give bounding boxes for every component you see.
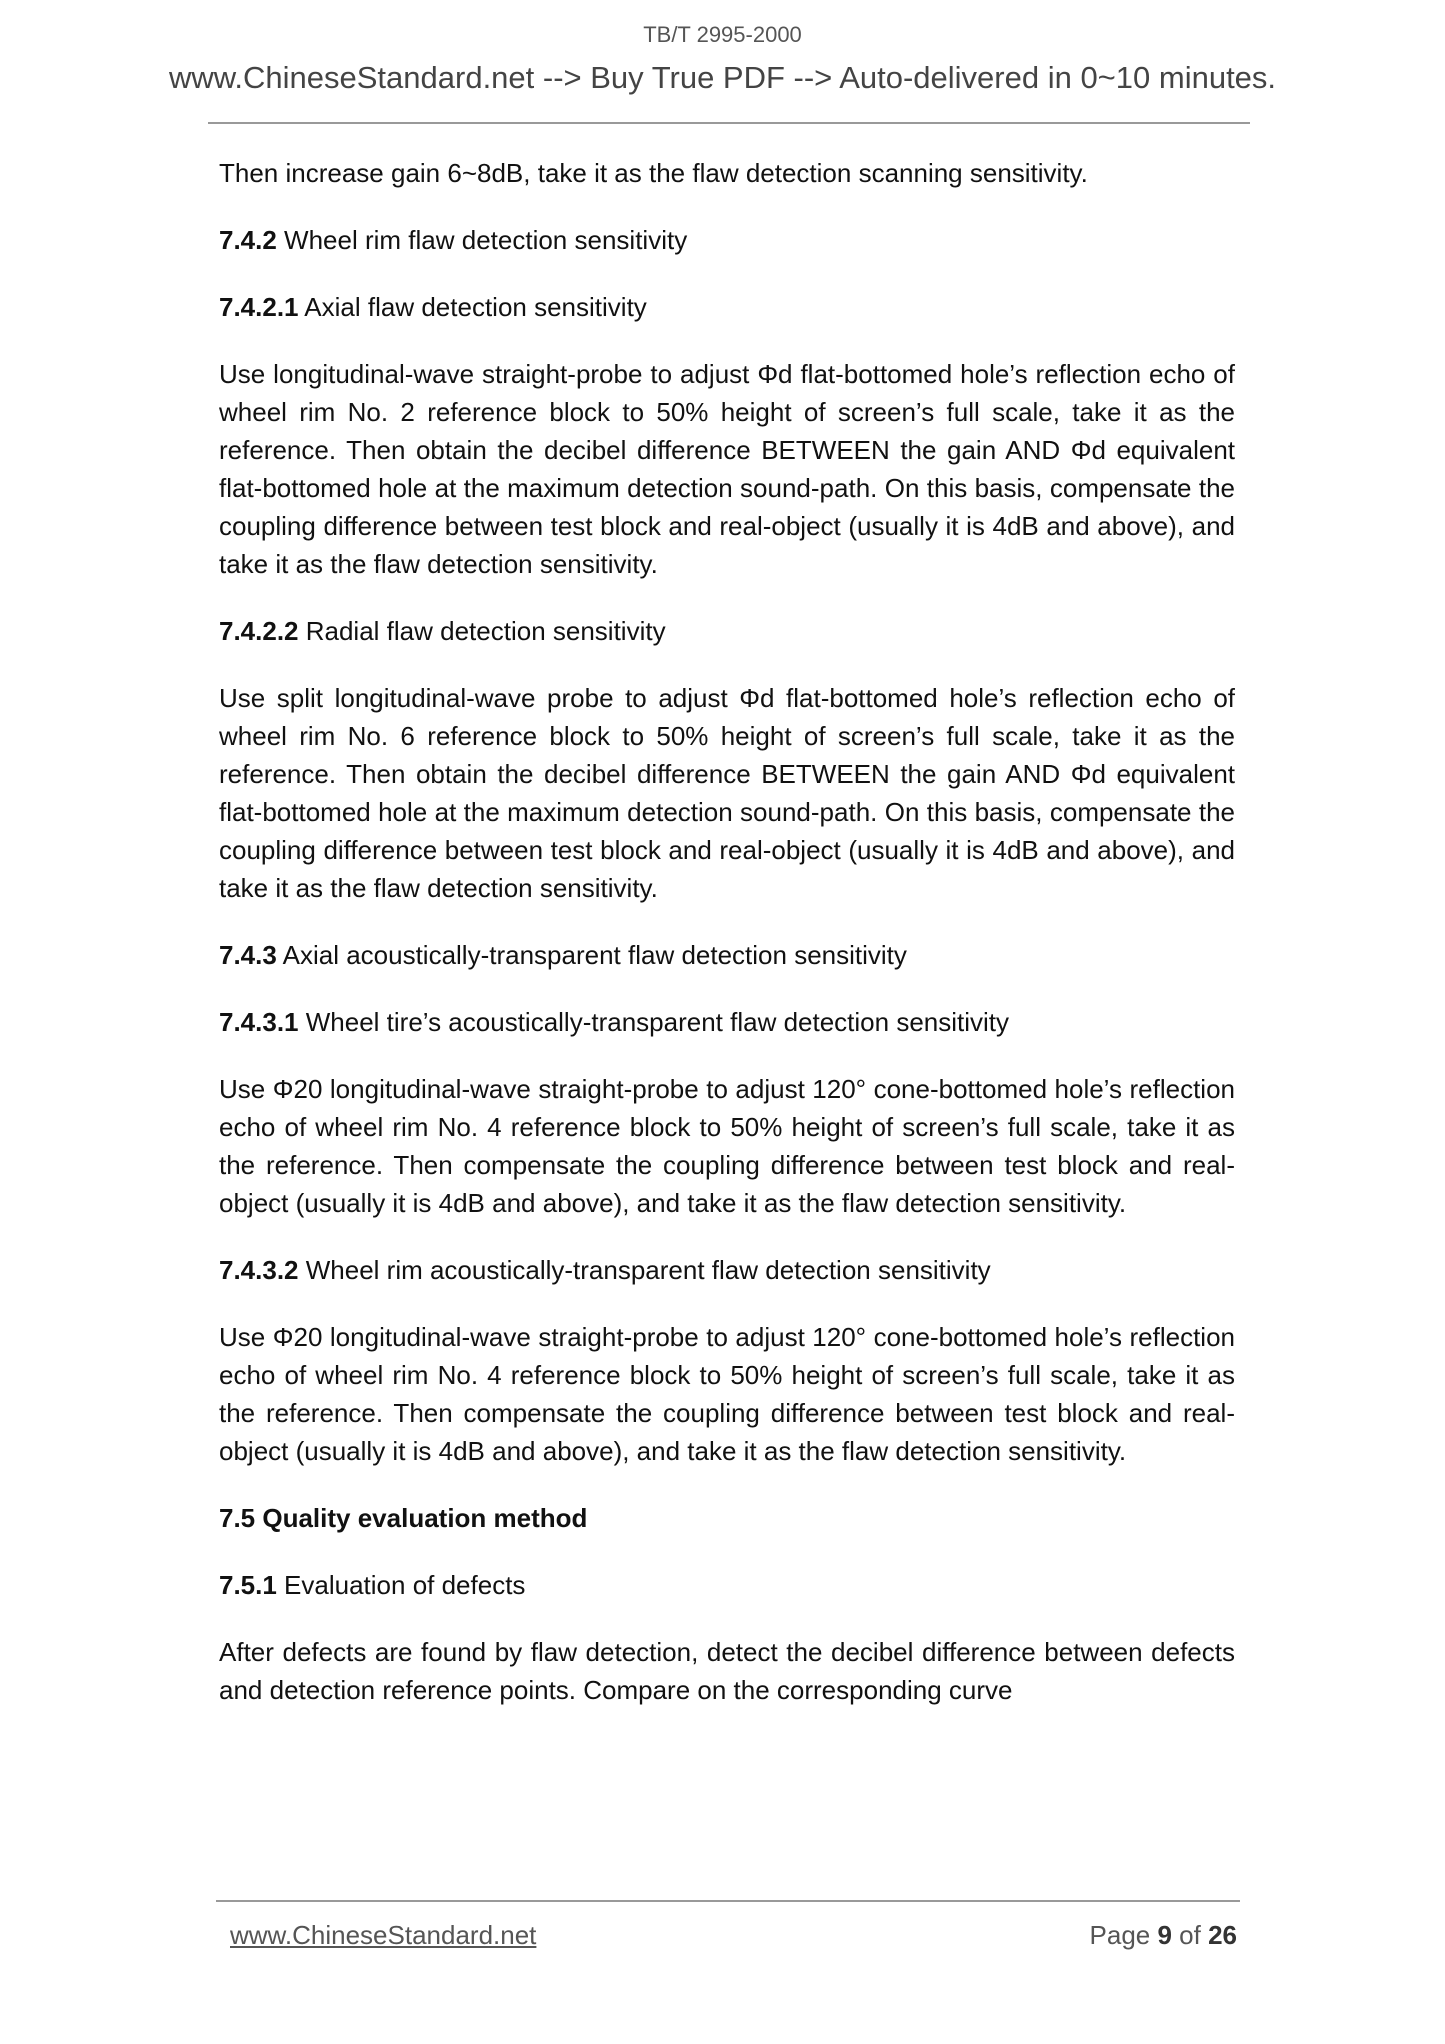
paragraph	[219, 355, 1235, 583]
section-number: 7.5.1	[219, 1570, 277, 1600]
footer-divider	[216, 1900, 1240, 1902]
section-title: Evaluation of defects	[276, 1570, 526, 1600]
section-number: 7.4.2.2	[219, 616, 299, 646]
section-heading	[219, 1566, 1235, 1604]
section-number: 7.4.2.1	[219, 292, 299, 322]
section-title: Wheel rim acoustically-transparent flaw detection sensitivity	[298, 1255, 991, 1285]
paragraph-text: Use Φ20 longitudinal-wave straight-probe to adjust 120° cone-bottomed hole’s reflection echo of wheel rim No. 4 reference block to 50% height of screen’s full scale, take it as the reference. Then compensate the coupling difference between test block and real-object (usually it is 4dB and above), and take it as the flaw detection sensitivity.	[219, 1322, 1235, 1466]
paragraph	[219, 1633, 1235, 1709]
paragraph	[219, 679, 1235, 907]
section-title: Wheel tire’s acoustically-transparent flaw detection sensitivity	[298, 1007, 1010, 1037]
paragraph-text: Use longitudinal-wave straight-probe to adjust Φd flat-bottomed hole’s reflection echo of wheel rim No. 2 reference block to 50% height of screen’s full scale, take it as the reference. Then obtain the decibel difference BETWEEN the gain AND Φd equivalent flat-bottomed hole at the maximum detection sound-path. On this basis, compensate the coupling difference between test block and real-object (usually it is 4dB and above), and take it as the flaw detection sensitivity.	[219, 359, 1235, 579]
paragraph-text: Then increase gain 6~8dB, take it as the flaw detection scanning sensitivity.	[219, 158, 1088, 188]
section-heading	[219, 1499, 1235, 1537]
footer-website-link[interactable]: www.ChineseStandard.net	[230, 1920, 537, 1950]
section-number: 7.4.3	[219, 940, 277, 970]
page-total: 26	[1208, 1920, 1237, 1950]
section-heading	[219, 612, 1235, 650]
paragraph-text: Use Φ20 longitudinal-wave straight-probe to adjust 120° cone-bottomed hole’s reflection echo of wheel rim No. 4 reference block to 50% height of screen’s full scale, take it as the reference. Then compensate the coupling difference between test block and real-object (usually it is 4dB and above), and take it as the flaw detection sensitivity.	[219, 1074, 1235, 1218]
page-label: Page	[1089, 1920, 1158, 1950]
header-divider	[208, 122, 1250, 124]
section-title: Wheel rim flaw detection sensitivity	[276, 225, 688, 255]
section-title: Radial flaw detection sensitivity	[298, 616, 666, 646]
section-heading	[219, 221, 1235, 259]
section-heading	[219, 936, 1235, 974]
section-title: Axial acoustically-transparent flaw detection sensitivity	[276, 940, 907, 970]
page-of: of	[1171, 1920, 1209, 1950]
section-number: 7.4.3.2	[219, 1255, 299, 1285]
paragraph	[219, 1070, 1235, 1222]
standard-code: TB/T 2995-2000	[643, 22, 802, 47]
page-indicator	[1090, 1920, 1237, 1951]
section-heading	[219, 288, 1235, 326]
paragraph-text: After defects are found by flaw detection, detect the decibel difference between defects and detection reference points. Compare on the corresponding curve	[219, 1637, 1235, 1705]
document-body	[219, 154, 1235, 1738]
section-heading	[219, 1251, 1235, 1289]
paragraph	[219, 154, 1235, 192]
paragraph	[219, 1318, 1235, 1470]
page-current: 9	[1157, 1920, 1172, 1950]
paragraph-text: Use split longitudinal-wave probe to adjust Φd flat-bottomed hole’s reflection echo of wheel rim No. 6 reference block to 50% height of screen’s full scale, take it as the reference. Then obtain the decibel difference BETWEEN the gain AND Φd equivalent flat-bottomed hole at the maximum detection sound-path. On this basis, compensate the coupling difference between test block and real-object (usually it is 4dB and above), and take it as the flaw detection sensitivity.	[219, 683, 1235, 903]
section-title: Axial flaw detection sensitivity	[298, 292, 647, 322]
section-number: 7.4.2	[219, 225, 277, 255]
section-number: 7.4.3.1	[219, 1007, 299, 1037]
section-heading	[219, 1003, 1235, 1041]
section-title: 7.5 Quality evaluation method	[219, 1503, 588, 1533]
header-banner: www.ChineseStandard.net --> Buy True PDF --> Auto-delivered in 0~10 minutes.	[168, 60, 1277, 95]
